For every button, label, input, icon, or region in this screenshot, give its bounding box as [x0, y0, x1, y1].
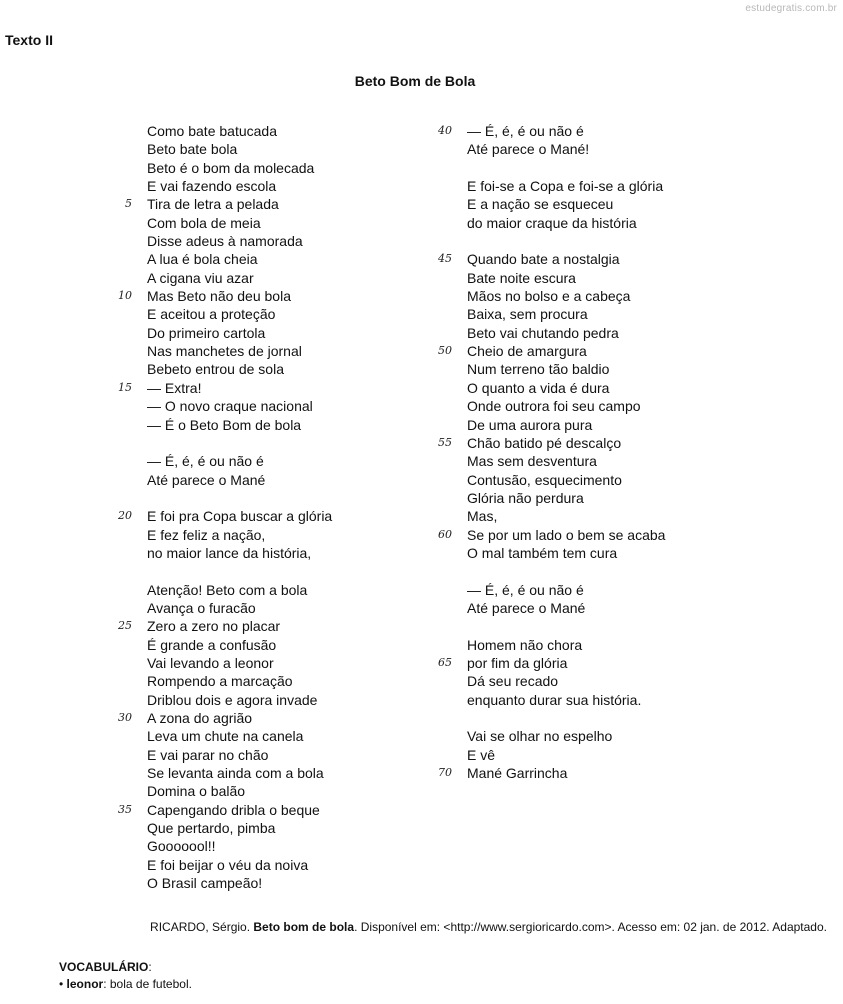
- poem-line: [320, 764, 665, 782]
- poem-line: [320, 122, 665, 140]
- source-citation: [150, 920, 827, 934]
- vocabulary-heading: [59, 960, 152, 974]
- line-text: Beto é o bom da molecada: [147, 159, 315, 176]
- poem-line: [0, 342, 332, 360]
- poem-line: [320, 250, 665, 268]
- poem-line: [0, 727, 332, 745]
- poem-line: [320, 617, 665, 635]
- line-text: Contusão, esquecimento: [467, 471, 622, 488]
- poem-column-right: [320, 122, 665, 782]
- line-number: 65: [438, 655, 452, 669]
- line-text: Até parece o Mané: [147, 471, 266, 488]
- poem-line: [0, 782, 332, 800]
- poem-line: [0, 379, 332, 397]
- line-number: 35: [118, 802, 132, 816]
- poem-line: [320, 177, 665, 195]
- poem-line: [0, 764, 332, 782]
- line-text: E aceitou a proteção: [147, 306, 276, 323]
- line-text: E vê: [467, 746, 496, 763]
- poem-line: [0, 819, 332, 837]
- line-text: Se por um lado o bem se acaba: [467, 526, 666, 543]
- line-text: A cigana viu azar: [147, 269, 254, 286]
- poem-line: [0, 801, 332, 819]
- poem-line: [320, 305, 665, 323]
- line-text: Mas,: [467, 508, 498, 525]
- vocabulary-term: leonor: [66, 977, 104, 991]
- line-text: — É, é, é ou não é: [147, 453, 264, 470]
- poem-line: [320, 581, 665, 599]
- poem-line: [0, 287, 332, 305]
- poem-line: [0, 654, 332, 672]
- poem-line: [0, 122, 332, 140]
- poem-line: [320, 397, 665, 415]
- line-number: 5: [125, 197, 132, 211]
- poem-line: [320, 287, 665, 305]
- poem-title: Beto Bom de Bola: [354, 73, 476, 89]
- section-label: Texto II: [5, 32, 53, 48]
- line-number: 50: [438, 344, 452, 358]
- line-text: Vai levando a leonor: [147, 654, 274, 671]
- line-text: Driblou dois e agora invade: [147, 691, 318, 708]
- poem-line: [0, 471, 332, 489]
- poem-line: [0, 177, 332, 195]
- line-text: Onde outrora foi seu campo: [467, 398, 641, 415]
- line-text: Gooooool!!: [147, 838, 216, 855]
- poem-line: [0, 195, 332, 213]
- line-text: Mané Garrincha: [467, 765, 568, 782]
- line-text: E vai fazendo escola: [147, 178, 277, 195]
- line-text: Homem não chora: [467, 636, 583, 653]
- vocabulary-colon: :: [148, 960, 152, 974]
- poem-line: [0, 837, 332, 855]
- line-text: Leva um chute na canela: [147, 728, 304, 745]
- poem-line: [320, 232, 665, 250]
- line-text: E foi-se a Copa e foi-se a glória: [467, 178, 664, 195]
- poem-line: [320, 654, 665, 672]
- line-text: Baixa, sem procura: [467, 306, 588, 323]
- poem-line: [0, 232, 332, 250]
- poem-line: [320, 342, 665, 360]
- line-number: 40: [438, 124, 452, 137]
- poem-line: [320, 159, 665, 177]
- poem-line: [0, 159, 332, 177]
- poem-line: [0, 526, 332, 544]
- poem-line: [0, 324, 332, 342]
- poem-line: [0, 544, 332, 562]
- poem-line: [320, 269, 665, 287]
- line-text: Rompendo a marcação: [147, 673, 293, 690]
- line-text: Zero a zero no placar: [147, 618, 281, 635]
- line-text: De uma aurora pura: [467, 416, 593, 433]
- poem-line: [320, 526, 665, 544]
- poem-line: [0, 507, 332, 525]
- vocabulary-definition: : bola de futebol.: [103, 977, 192, 991]
- poem-line: [320, 360, 665, 378]
- poem-line: [320, 727, 665, 745]
- line-number: 20: [118, 509, 132, 523]
- line-text: Chão batido pé descalço: [467, 434, 622, 451]
- line-number: 55: [438, 435, 452, 449]
- poem-line: [320, 214, 665, 232]
- line-text: Até parece o Mané!: [467, 141, 590, 158]
- line-number: 60: [438, 527, 452, 541]
- poem-line: [320, 140, 665, 158]
- source-work-title: Beto bom de bola: [253, 920, 355, 934]
- line-text: Nas manchetes de jornal: [147, 343, 302, 360]
- line-text: Quando bate a nostalgia: [467, 251, 620, 268]
- poem-line: [320, 195, 665, 213]
- line-text: Num terreno tão baldio: [467, 361, 610, 378]
- poem-line: [0, 140, 332, 158]
- poem-line: [320, 379, 665, 397]
- line-text: Com bola de meia: [147, 214, 261, 231]
- line-text: Glória não perdura: [467, 489, 584, 506]
- poem-line: [0, 562, 332, 580]
- line-text: Do primeiro cartola: [147, 324, 266, 341]
- line-text: Como bate batucada: [147, 123, 277, 139]
- line-text: Atenção! Beto com a bola: [147, 581, 308, 598]
- line-text: E vai parar no chão: [147, 746, 269, 763]
- line-text: Dá seu recado: [467, 673, 559, 690]
- line-text: Beto bate bola: [147, 141, 238, 158]
- watermark: estudegratis.com.br: [745, 3, 837, 14]
- poem-line: [0, 214, 332, 232]
- line-text: Mãos no bolso e a cabeça: [467, 288, 631, 305]
- poem-line: [320, 452, 665, 470]
- line-text: do maior craque da história: [467, 214, 637, 231]
- poem-line: [320, 691, 665, 709]
- poem-line: [320, 324, 665, 342]
- line-text: Até parece o Mané: [467, 599, 586, 616]
- line-text: — Extra!: [147, 379, 202, 396]
- line-text: Tira de letra a pelada: [147, 196, 279, 213]
- poem-line: [0, 691, 332, 709]
- poem-line: [0, 672, 332, 690]
- vocabulary-item: [59, 977, 192, 991]
- line-text: A lua é bola cheia: [147, 251, 258, 268]
- line-text: — O novo craque nacional: [147, 398, 313, 415]
- line-text: É grande a confusão: [147, 636, 277, 653]
- poem-line: [0, 746, 332, 764]
- line-number: 70: [438, 766, 452, 780]
- line-text: — É, é, é ou não é: [467, 123, 584, 139]
- poem-line: [320, 544, 665, 562]
- line-text: O quanto a vida é dura: [467, 379, 610, 396]
- poem-line: [0, 709, 332, 727]
- line-text: — É, é, é ou não é: [467, 581, 584, 598]
- line-text: E foi beijar o véu da noiva: [147, 856, 309, 873]
- line-text: E fez feliz a nação,: [147, 526, 266, 543]
- line-text: Avança o furacão: [147, 599, 256, 616]
- line-text: Cheio de amargura: [467, 343, 587, 360]
- poem-line: [320, 746, 665, 764]
- line-text: Bate noite escura: [467, 269, 576, 286]
- poem-line: [0, 269, 332, 287]
- poem-line: [320, 562, 665, 580]
- poem-line: [0, 856, 332, 874]
- poem-line: [0, 599, 332, 617]
- line-text: Domina o balão: [147, 783, 246, 800]
- poem-line: [0, 397, 332, 415]
- line-text: enquanto durar sua história.: [467, 691, 642, 708]
- poem-line: [0, 250, 332, 268]
- line-text: Que pertardo, pimba: [147, 820, 276, 837]
- poem-line: [0, 874, 332, 892]
- line-text: Se levanta ainda com a bola: [147, 765, 324, 782]
- poem-line: [0, 636, 332, 654]
- poem-line: [0, 489, 332, 507]
- line-text: Capengando dribla o beque: [147, 801, 320, 818]
- line-text: Beto vai chutando pedra: [467, 324, 619, 341]
- line-text: Mas Beto não deu bola: [147, 288, 291, 305]
- line-text: O mal também tem cura: [467, 544, 618, 561]
- line-text: Bebeto entrou de sola: [147, 361, 284, 378]
- line-number: 45: [438, 252, 452, 266]
- vocabulary-title: VOCABULÁRIO: [59, 960, 149, 974]
- line-text: Disse adeus à namorada: [147, 233, 303, 250]
- poem-line: [320, 416, 665, 434]
- poem-line: [320, 636, 665, 654]
- poem-line: [320, 709, 665, 727]
- poem-line: [320, 489, 665, 507]
- source-details: . Disponível em: <http://www.sergioricardo.com>. Acesso em: 02 jan. de 2012. Adaptado.: [354, 920, 827, 934]
- line-number: 25: [118, 619, 132, 633]
- poem-line: [320, 672, 665, 690]
- poem-line: [320, 471, 665, 489]
- vocabulary-bullet: •: [59, 977, 67, 991]
- line-text: no maior lance da história,: [147, 544, 312, 561]
- line-text: A zona do agrião: [147, 710, 253, 726]
- poem-line: [0, 305, 332, 323]
- poem-line: [0, 434, 332, 452]
- poem-column-left: [0, 122, 332, 892]
- line-number: 30: [118, 711, 132, 724]
- line-text: E a nação se esqueceu: [467, 196, 614, 213]
- poem-line: [320, 434, 665, 452]
- line-text: Mas sem desventura: [467, 453, 597, 470]
- poem-line: [320, 507, 665, 525]
- line-text: por fim da glória: [467, 654, 568, 671]
- line-text: Vai se olhar no espelho: [467, 728, 613, 745]
- line-number: 15: [118, 380, 132, 394]
- poem-line: [0, 416, 332, 434]
- source-author: RICARDO, Sérgio.: [150, 920, 254, 934]
- poem-line: [0, 581, 332, 599]
- poem-line: [0, 360, 332, 378]
- poem-line: [0, 452, 332, 470]
- line-text: E foi pra Copa buscar a glória: [147, 508, 333, 525]
- poem-line: [320, 599, 665, 617]
- line-number: 10: [118, 289, 132, 303]
- line-text: O Brasil campeão!: [147, 875, 263, 892]
- poem-line: [0, 617, 332, 635]
- line-text: — É o Beto Bom de bola: [147, 416, 302, 433]
